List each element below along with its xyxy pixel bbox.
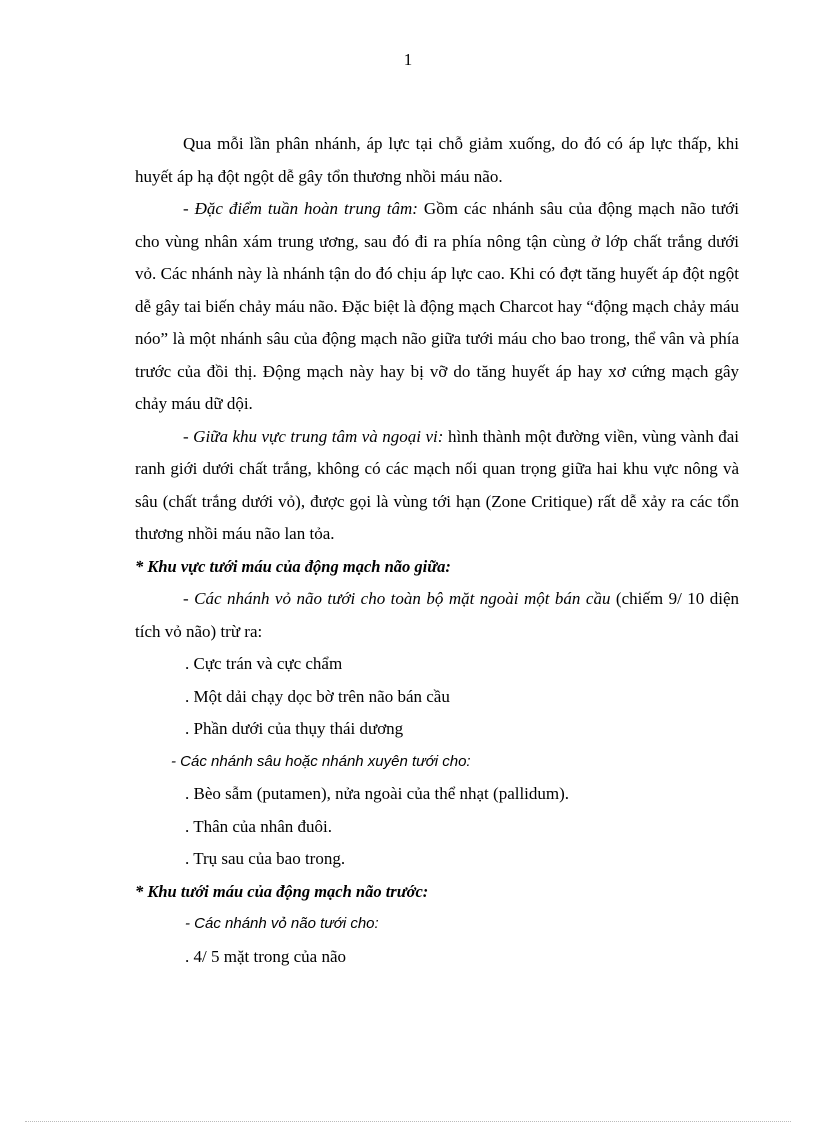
list-item: . Cực trán và cực chẩm	[185, 654, 343, 673]
list-item: . Trụ sau của bao trong.	[185, 849, 346, 868]
paragraph-central-circulation	[135, 193, 739, 421]
page-bottom-divider	[25, 1121, 791, 1122]
central-circulation-lead: - Đặc điểm tuần hoàn trung tâm:	[183, 199, 418, 218]
heading-middle-cerebral-artery: * Khu vực tưới máu của động mạch não giữa:	[135, 556, 451, 576]
list-item: . 4/ 5 mặt trong của não	[185, 946, 346, 966]
paragraph-pressure: Qua mỗi lần phân nhánh, áp lực tại chỗ giảm xuống, do đó có áp lực thấp, khi huyết áp hạ đột ngột dễ gây tổn thương nhồi máu não.	[135, 134, 739, 186]
list-item: . Một dải chạy dọc bờ trên não bán cầu	[185, 686, 450, 706]
subheading-deep-branches: - Các nhánh sâu hoặc nhánh xuyên tưới cho:	[171, 752, 471, 770]
border-zone-text: hình thành một đường viền, vùng vành đai ranh giới dưới chất trắng, không có các mạch nối quan trọng giữa hai khu vực nông và sâu (chất trắng dưới vỏ), được gọi là vùng tới hạn (Zone Critique) rất dễ xảy ra các tổn thương nhồi máu não lan tỏa.	[135, 426, 739, 543]
heading-anterior-cerebral-artery: * Khu tưới máu của động mạch não trước:	[135, 881, 429, 901]
page-number: 1	[403, 50, 413, 69]
document-body	[135, 128, 739, 973]
paragraph-border-zone	[135, 421, 739, 551]
list-item: . Bèo sẫm (putamen), nửa ngoài của thể nhạt (pallidum).	[185, 784, 570, 803]
cortical-branches-text: (chiếm 9/ 10 diện tích vỏ não) trừ ra:	[135, 589, 739, 641]
list-item: . Phần dưới của thụy thái dương	[185, 719, 404, 738]
paragraph-cortical-branches	[135, 583, 739, 648]
cortical-branches-lead: - Các nhánh vỏ não tưới cho toàn bộ mặt ngoài một bán cầu	[183, 589, 611, 608]
central-circulation-text: Gồm các nhánh sâu của động mạch não tưới cho vùng nhân xám trung ương, sau đó đi ra phía nông tận cùng ở lớp chất trắng dưới vỏ. Các nhánh này là nhánh tận do đó chịu áp lực cao. Khi có đợt tăng huyết áp đột ngột dễ gây tai biến chảy máu não. Đặc biệt là động mạch Charcot hay “động mạch chảy máu nóo” là một nhánh sâu của động mạch não giữa tưới máu cho bao trong, thể vân và phía trước của đồi thị. Động mạch này hay bị vỡ do tăng huyết áp hay xơ cứng mạch gây chảy máu dữ dội.	[135, 199, 739, 413]
border-zone-lead: - Giữa khu vực trung tâm và ngoại vi:	[183, 426, 444, 446]
subheading-cortical-branches: - Các nhánh vỏ não tưới cho:	[185, 915, 379, 932]
list-item: . Thân của nhân đuôi.	[185, 816, 332, 836]
